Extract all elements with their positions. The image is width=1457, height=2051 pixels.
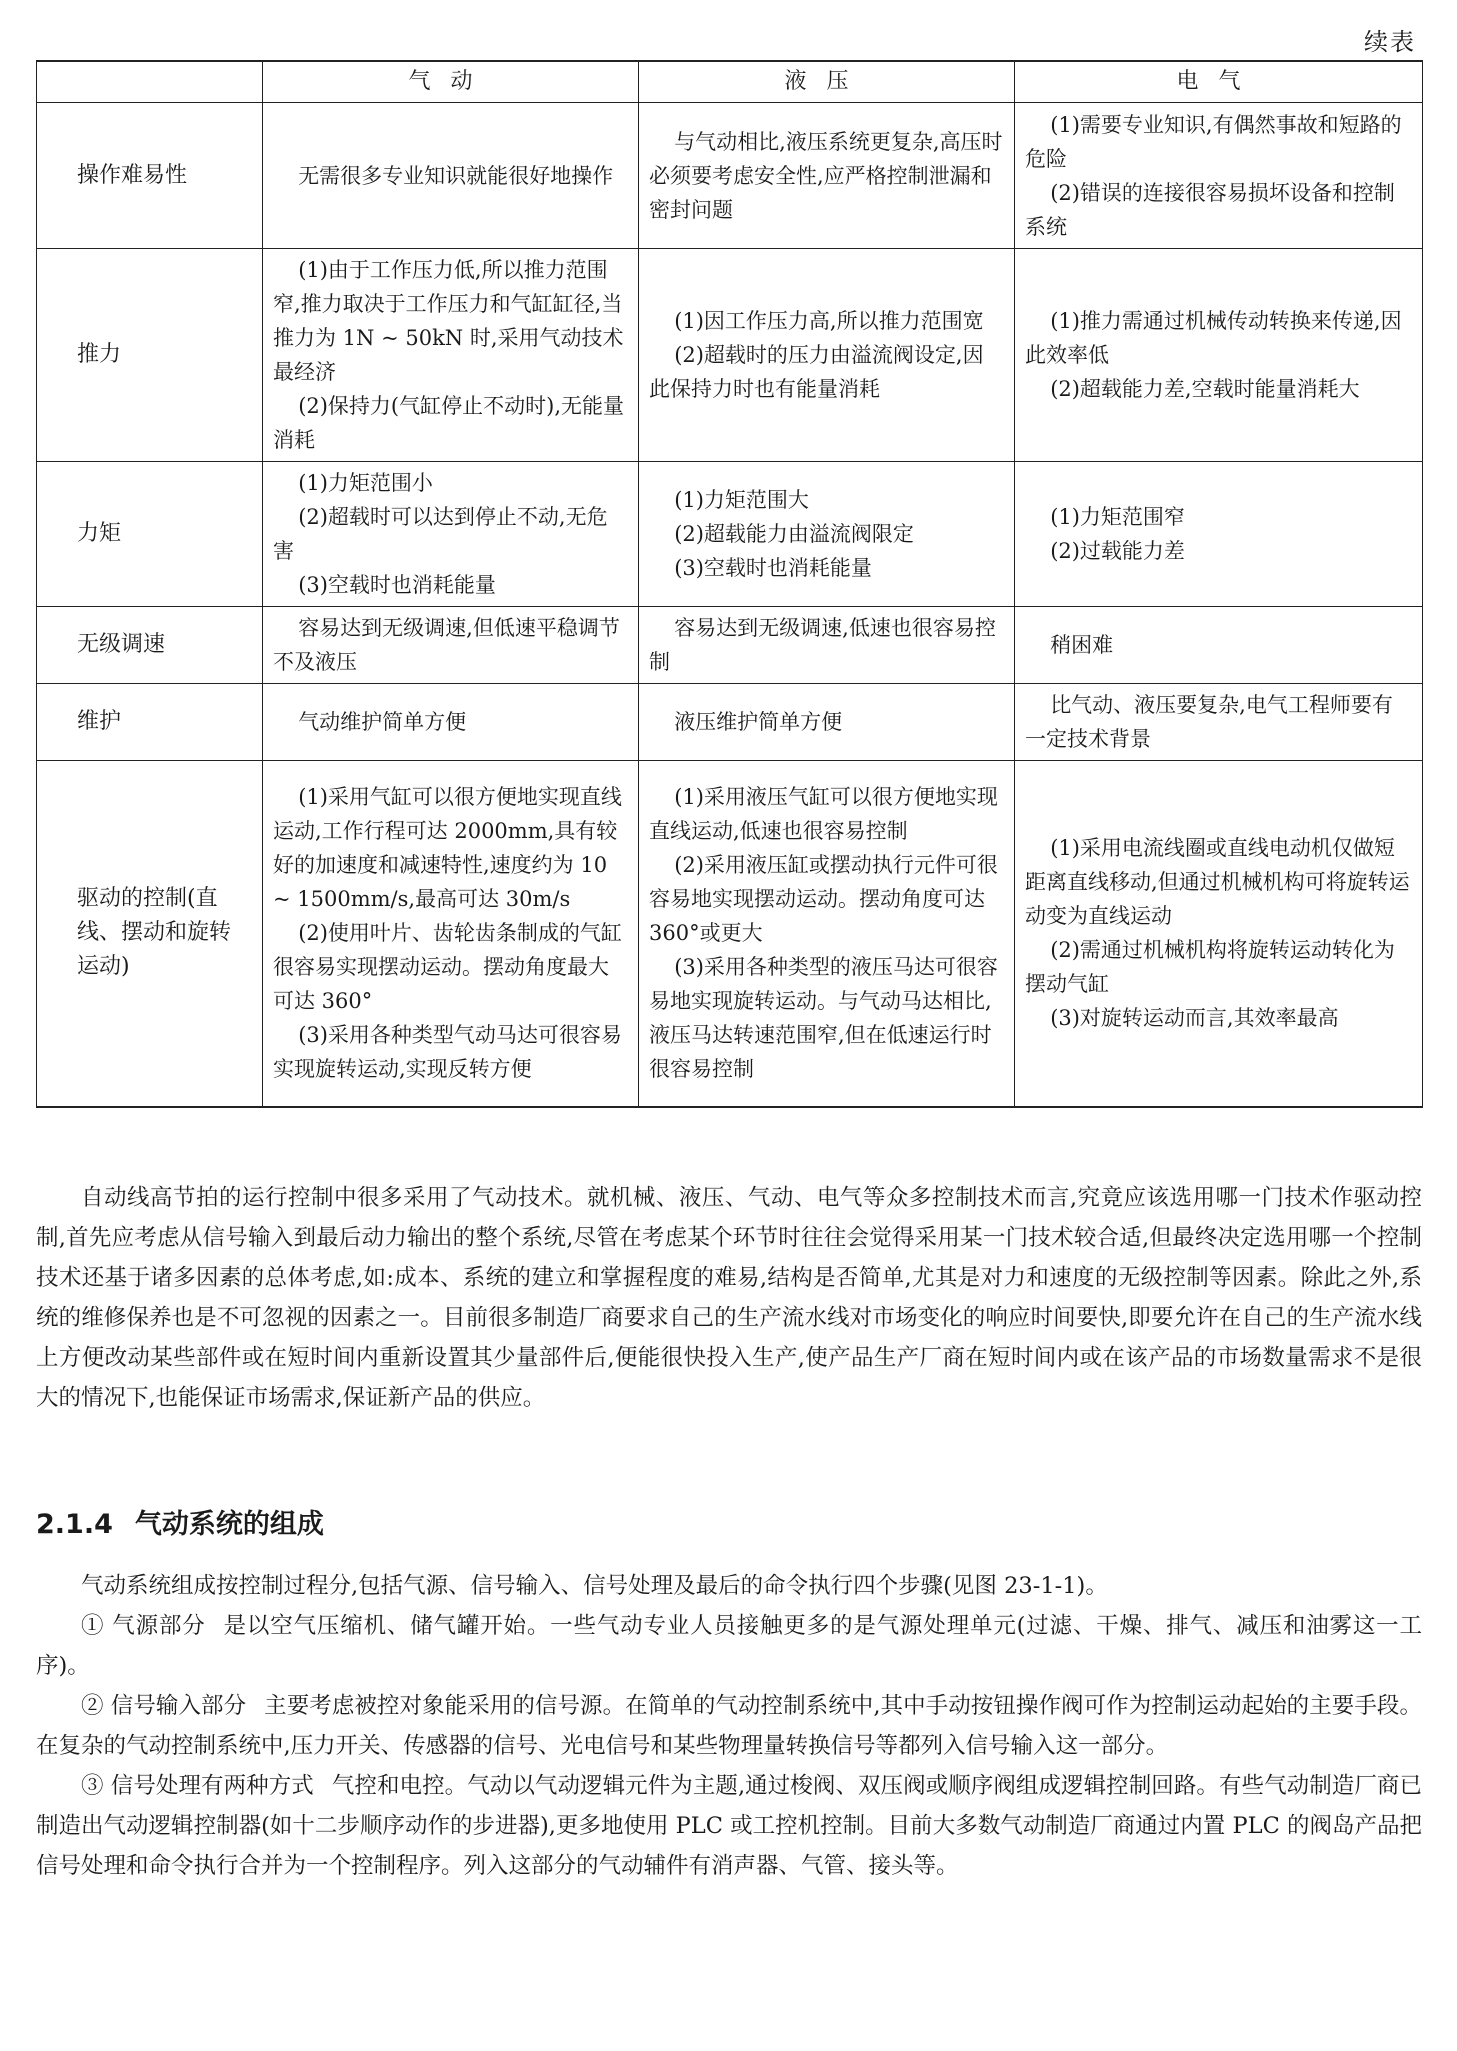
section-number: 2.1.4 [36, 1509, 113, 1540]
step-text-3: 气控和电控。气动以气动逻辑元件为主题,通过梭阀、双压阀或顺序阀组成逻辑控制回路。有些气动制造厂商已制造出气动逻辑控制器(如十二步顺序动作的步进器),更多地使用 PLC 或工控机控制。目前大多数气动制造厂商通过内置 PLC 的阀岛产品把信号处理和命令执行合并为一个控制程序。列入这部分的气动辅件有消声器、气管、接头等。 [36, 1773, 1422, 1879]
table-row [37, 761, 1423, 1107]
cell-paragraph: (1)力矩范围窄 [1050, 505, 1185, 529]
row-feature-cell: 力矩 [37, 462, 263, 607]
cell-paragraph: (2)采用液压缸或摆动执行元件可很容易地实现摆动运动。摆动角度可达 360°或更大 [649, 853, 998, 946]
cell-paragraph: (2)超载时的压力由溢流阀设定,因此保持力时也有能量消耗 [649, 343, 984, 401]
cell-paragraph: 液压维护简单方便 [674, 710, 843, 734]
table-row [37, 607, 1423, 684]
step-paragraph-1 [36, 1606, 1422, 1686]
step-paragraph-3 [36, 1766, 1422, 1886]
table-row [37, 462, 1423, 607]
row-electric-cell [1015, 462, 1423, 607]
cell-paragraph: 稍困难 [1050, 633, 1114, 657]
row-hydraulic-cell [639, 249, 1015, 462]
table-header-row [37, 61, 1423, 103]
row-pneumatic-cell [263, 761, 639, 1107]
cell-paragraph: (1)需要专业知识,有偶然事故和短路的危险 [1025, 112, 1402, 171]
cell-paragraph: 容易达到无级调速,但低速平稳调节不及液压 [273, 616, 620, 674]
cell-paragraph: (2)错误的连接很容易损坏设备和控制系统 [1025, 180, 1395, 239]
table-row [37, 249, 1423, 462]
step-label-3: ③ 信号处理有两种方式 [81, 1773, 314, 1799]
table-body [37, 103, 1423, 1107]
header-hydraulic: 液压 [639, 61, 1015, 103]
step-text-2: 主要考虑被控对象能采用的信号源。在简单的气动控制系统中,其中手动按钮操作阀可作为控制运动起始的主要手段。在复杂的气动控制系统中,压力开关、传感器的信号、光电信号和某些物理量转换信号等都列入信号输入这一部分。 [36, 1693, 1422, 1759]
cell-paragraph: (2)需通过机械机构将旋转运动转化为摆动气缸 [1025, 938, 1395, 997]
header-pneumatic: 气动 [263, 61, 639, 103]
header-feature [37, 61, 263, 103]
header-electric: 电气 [1015, 61, 1423, 103]
section-title: 气动系统的组成 [134, 1509, 324, 1540]
row-feature-cell: 维护 [37, 684, 263, 761]
step-label-2: ② 信号输入部分 [81, 1693, 247, 1719]
cell-paragraph: 无需很多专业知识就能很好地操作 [298, 163, 614, 188]
row-electric-cell [1015, 249, 1423, 462]
row-pneumatic-cell [263, 607, 639, 684]
row-electric-cell [1015, 684, 1423, 761]
cell-paragraph: (1)力矩范围大 [674, 488, 809, 512]
cell-paragraph: (2)使用叶片、齿轮齿条制成的气缸很容易实现摆动运动。摆动角度最大可达 360° [273, 921, 622, 1014]
cell-paragraph: (2)超载时可以达到停止不动,无危害 [273, 505, 608, 563]
row-feature-cell: 推力 [37, 249, 263, 462]
row-pneumatic-cell [263, 249, 639, 462]
cell-paragraph: (3)对旋转运动而言,其效率最高 [1050, 1006, 1339, 1031]
row-electric-cell [1015, 103, 1423, 249]
section-heading [36, 1502, 1422, 1541]
cell-paragraph: (1)因工作压力高,所以推力范围宽 [674, 309, 984, 333]
cell-paragraph: (2)超载能力由溢流阀限定 [674, 522, 914, 546]
step-text-1: 是以空气压缩机、储气罐开始。一些气动专业人员接触更多的是气源处理单元(过滤、干燥、排气、减压和油雾这一工序)。 [36, 1613, 1422, 1679]
comparison-table [36, 60, 1423, 1108]
intro-paragraph-block [36, 1178, 1422, 1418]
row-hydraulic-cell [639, 684, 1015, 761]
row-feature-cell: 无级调速 [37, 607, 263, 684]
row-feature-cell: 操作难易性 [37, 103, 263, 249]
table-row [37, 103, 1423, 249]
row-hydraulic-cell [639, 761, 1015, 1107]
row-pneumatic-cell [263, 684, 639, 761]
step-label-1: ① 气源部分 [81, 1613, 206, 1639]
cell-paragraph: (3)采用各种类型的液压马达可很容易地实现旋转运动。与气动马达相比,液压马达转速范围窄,但在低速运行时很容易控制 [649, 955, 998, 1082]
table-row [37, 684, 1423, 761]
cell-paragraph: (3)空载时也消耗能量 [298, 573, 496, 597]
cell-paragraph: (1)推力需通过机械传动转换来传递,因此效率低 [1025, 309, 1402, 367]
cell-paragraph: 与气动相比,液压系统更复杂,高压时必须要考虑安全性,应严格控制泄漏和密封问题 [649, 129, 1003, 222]
cell-paragraph: (1)采用气缸可以很方便地实现直线运动,工作行程可达 2000mm,具有较好的加速度和减速特性,速度约为 10 ~ 1500mm/s,最高可达 30m/s [273, 785, 622, 912]
cell-paragraph: (1)采用电流线圈或直线电动机仅做短距离直线移动,但通过机械机构可将旋转运动变为直线运动 [1025, 836, 1410, 929]
row-pneumatic-cell [263, 462, 639, 607]
intro-paragraph: 自动线高节拍的运行控制中很多采用了气动技术。就机械、液压、气动、电气等众多控制技术而言,究竟应该选用哪一门技术作驱动控制,首先应考虑从信号输入到最后动力输出的整个系统,尽管在考虑某个环节时往往会觉得采用某一门技术较合适,但最终决定选用哪一个控制技术还基于诸多因素的总体考虑,如:成本、系统的建立和掌握程度的难易,结构是否简单,尤其是对力和速度的无级控制等因素。除此之外,系统的维修保养也是不可忽视的因素之一。目前很多制造厂商要求自己的生产流水线对市场变化的响应时间要快,即要允许在自己的生产流水线上方便改动某些部件或在短时间内重新设置其少量部件后,便能很快投入生产,使产品生产厂商在短时间内或在该产品的市场数量需求不是很大的情况下,也能保证市场需求,保证新产品的供应。 [36, 1185, 1422, 1411]
continued-label: 续表 [1364, 28, 1416, 56]
row-hydraulic-cell [639, 607, 1015, 684]
cell-paragraph: (2)保持力(气缸停止不动时),无能量消耗 [273, 394, 624, 452]
row-hydraulic-cell [639, 103, 1015, 249]
cell-paragraph: (2)过载能力差 [1050, 539, 1185, 563]
step-paragraph-2 [36, 1686, 1422, 1766]
overview-paragraph: 气动系统组成按控制过程分,包括气源、信号输入、信号处理及最后的命令执行四个步骤(见图 23-1-1)。 [81, 1573, 1108, 1599]
cell-paragraph: 比气动、液压要复杂,电气工程师要有一定技术背景 [1025, 693, 1393, 751]
cell-paragraph: (1)由于工作压力低,所以推力范围窄,推力取决于工作压力和气缸缸径,当推力为 1N ~ 50kN 时,采用气动技术最经济 [273, 258, 624, 384]
cell-paragraph: (3)空载时也消耗能量 [674, 556, 872, 580]
section-body [36, 1566, 1422, 1886]
cell-paragraph: 气动维护简单方便 [298, 710, 467, 734]
cell-paragraph: (1)力矩范围小 [298, 471, 433, 495]
row-electric-cell [1015, 607, 1423, 684]
row-hydraulic-cell [639, 462, 1015, 607]
cell-paragraph: (1)采用液压气缸可以很方便地实现直线运动,低速也很容易控制 [649, 785, 998, 844]
row-feature-cell: 驱动的控制(直线、摆动和旋转运动) [37, 761, 263, 1107]
cell-paragraph: (2)超载能力差,空载时能量消耗大 [1050, 377, 1360, 401]
cell-paragraph: 容易达到无级调速,低速也很容易控制 [649, 616, 996, 674]
row-electric-cell [1015, 761, 1423, 1107]
cell-paragraph: (3)采用各种类型气动马达可很容易实现旋转运动,实现反转方便 [273, 1023, 622, 1082]
row-pneumatic-cell [263, 103, 639, 249]
